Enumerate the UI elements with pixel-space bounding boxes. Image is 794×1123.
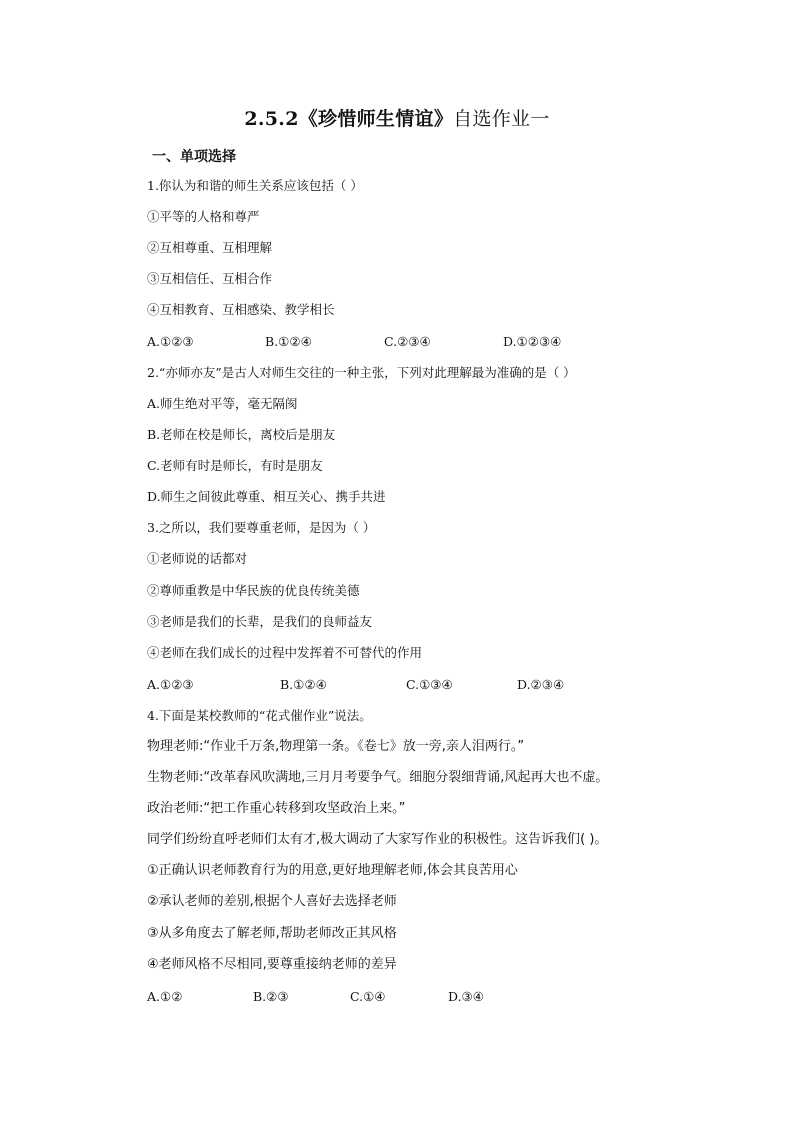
q1-item-3: ③互相信任、互相合作 bbox=[147, 271, 273, 286]
q2-stem: 2.“亦师亦友”是古人对师生交往的一种主张，下列对此理解最为准确的是（ ） bbox=[147, 365, 576, 380]
q4-option-b: B.②③ bbox=[253, 989, 289, 1004]
q2-option-a: A.师生绝对平等，毫无隔阂 bbox=[147, 396, 298, 411]
q3-stem: 3.之所以，我们要尊重老师，是因为（ ） bbox=[147, 520, 376, 535]
q3-item-4: ④老师在我们成长的过程中发挥着不可替代的作用 bbox=[147, 645, 423, 660]
q1-item-2: ②互相尊重、互相理解 bbox=[147, 240, 273, 255]
q3-option-a: A.①②③ bbox=[147, 677, 194, 692]
q4-stem: 4.下面是某校教师的“花式催作业”说法。 bbox=[147, 708, 372, 723]
q3-item-1: ①老师说的话都对 bbox=[147, 551, 248, 566]
q3-option-d: D.②③④ bbox=[517, 677, 565, 692]
q3-item-2: ②尊师重教是中华民族的优良传统美德 bbox=[147, 583, 360, 598]
q4-option-d: D.③④ bbox=[448, 989, 484, 1004]
q4-option-c: C.①④ bbox=[350, 989, 386, 1004]
q1-option-d: D.①②③④ bbox=[503, 334, 562, 349]
q3-item-3: ③老师是我们的长辈，是我们的良师益友 bbox=[147, 614, 373, 629]
q1-option-b: B.①②④ bbox=[265, 334, 312, 349]
title-suffix: 自选作业一 bbox=[453, 108, 550, 130]
q1-stem: 1.你认为和谐的师生关系应该包括（ ） bbox=[147, 178, 363, 193]
q4-item-4: ④老师风格不尽相同,要尊重接纳老师的差异 bbox=[147, 957, 397, 972]
section-heading: 一、单项选择 bbox=[152, 149, 236, 165]
q4-prompt: 同学们纷纷直呼老师们太有才,极大调动了大家写作业的积极性。这告诉我们( )。 bbox=[147, 832, 608, 847]
q4-quote-biology: 生物老师:“改革春风吹满地,三月月考要争气。细胞分裂细背诵,风起再大也不虚。 bbox=[147, 770, 609, 785]
q1-item-4: ④互相教育、互相感染、教学相长 bbox=[147, 302, 335, 317]
q4-item-2: ②承认老师的差别,根据个人喜好去选择老师 bbox=[147, 894, 397, 909]
q2-option-c: C.老师有时是师长，有时是朋友 bbox=[147, 458, 323, 473]
q4-quote-politics: 政治老师:“把工作重心转移到攻坚政治上来。” bbox=[147, 801, 406, 816]
q4-item-1: ①正确认识老师教育行为的用意,更好地理解老师,体会其良苦用心 bbox=[147, 863, 518, 878]
q1-option-a: A.①②③ bbox=[147, 334, 194, 349]
q2-option-b: B.老师在校是师长，离校后是朋友 bbox=[147, 427, 336, 442]
q4-item-3: ③从多角度去了解老师,帮助老师改正其风格 bbox=[147, 926, 397, 941]
title-main: 2.5.2《珍惜师生情谊》 bbox=[244, 108, 454, 130]
q3-option-b: B.①②④ bbox=[280, 677, 327, 692]
q1-item-1: ①平等的人格和尊严 bbox=[147, 209, 260, 224]
q4-option-a: A.①② bbox=[147, 989, 183, 1004]
document-title bbox=[0, 104, 794, 131]
q3-option-c: C.①③④ bbox=[406, 677, 453, 692]
q2-option-d: D.师生之间彼此尊重、相互关心、携手共进 bbox=[147, 489, 386, 504]
q4-quote-physics: 物理老师:“作业千万条,物理第一条。《卷七》放一旁,亲人泪两行。” bbox=[147, 739, 525, 754]
q1-option-c: C.②③④ bbox=[384, 334, 431, 349]
